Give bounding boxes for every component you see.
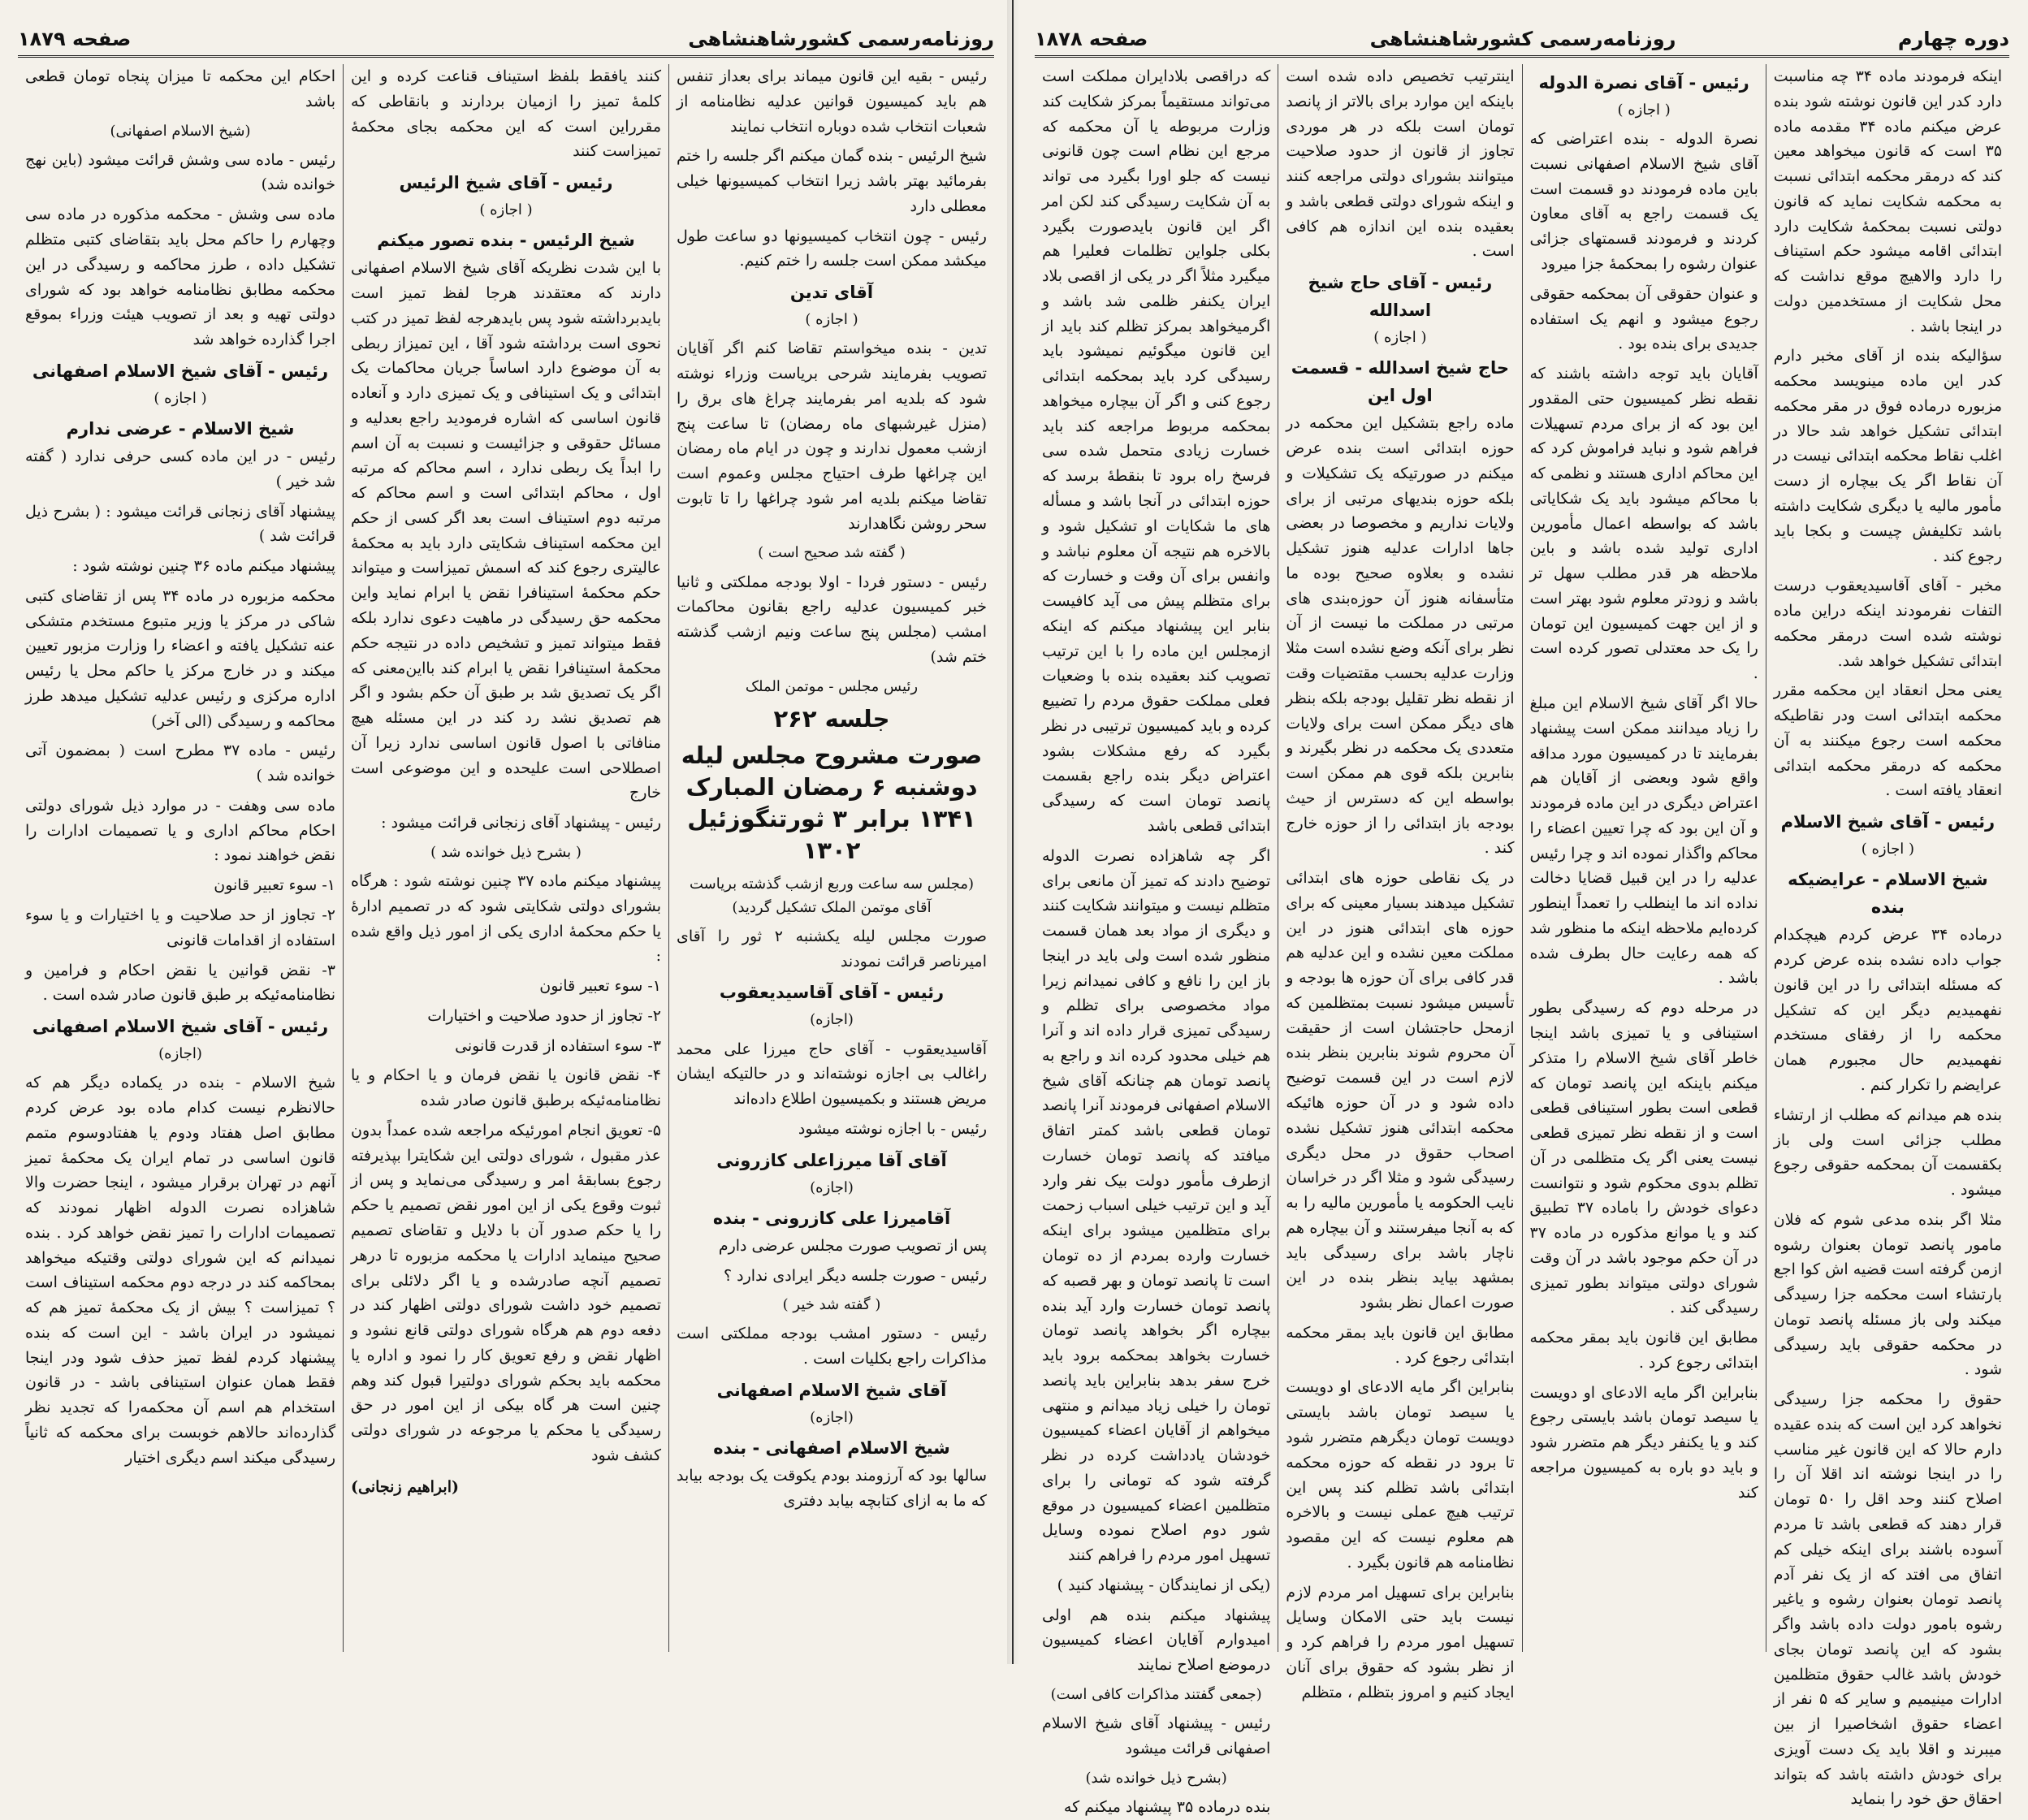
paragraph: بنابراین اگر مایه الادعای او دویست یا سیصد تومان باشد بایستی رجوع کند و یا یکنفر دیگر هم متضرر شود و باید دو باره به کمیسیون مراجعه کند (1529, 1383, 1758, 1502)
permission-note: ( اجازه ) (154, 389, 207, 407)
speaker-line: حاج شیخ اسدالله - قسمت اول این (1291, 358, 1510, 406)
speaker-line: رئیس - آقای شیخ الاسلام اصفهانی (32, 1017, 329, 1037)
speaker-line: شیخ الرئیس - بنده تصور میکنم (377, 231, 635, 251)
paragraph: نصرة الدوله - بنده اعتراضی که آقای شیخ الاسلام اصفهانی نسبت باین ماده فرمودند دو قسمت است یک قسمت راجع به آقای معاون کردند و فرمودند قسمتهای جزائی عنوان رشوه را بمحکمهٔ جزا میرود (1529, 130, 1758, 273)
paragraph: ماده سی وشش - محکمه مذکوره در ماده سی وچهارم را حاکم محل باید بتقاضای کتبی متظلم تشکیل داده ، طرز محاکمه و رسیدگی در این محکمه مطابق نظامنامه خواهد بود که شورای دولتی تهیه و بعد از تصویب هیئت وزراء بموقع اجرا گذارده خواهد شد (25, 205, 335, 349)
paragraph: اینترتیب تخصیص داده شده است باینکه این موارد برای بالاتر از پانصد تومان است بلکه در هر موردی تجاوز از قانون از حدود صلاحیت میتوانند بشورای دولتی مراجعه کنند و اینکه شورای دولتی قطعی باشد و بعقیده بنده این اندازه هم کافی است . (1286, 67, 1515, 261)
right-page (1014, 0, 2027, 1816)
right-page-number: صفحه ۱۸۷۸ (1035, 28, 1148, 50)
paragraph: صورت مجلس لیله یکشنبه ۲ ثور را آقای امیرناصر قرائت نمودند (677, 927, 988, 971)
paragraph: بنابراین اگر مایه الادعای او دویست یا سیصد تومان باشد بایستی دویست تومان دیگرهم متضرر شود تا برود در نقطه که حوزه محکمه ابتدائی باشد تظلم کند پس این ترتیب هیچ عملی نیست و بالاخره هم معلوم نیست که این مقصود نظامنامه هم قانون بگیرد . (1286, 1378, 1515, 1571)
left-page-title: روزنامه‌رسمی کشورشاهنشاهی (688, 28, 994, 50)
paragraph: حقوق را محکمه جزا رسیدگی نخواهد کرد این است که بنده عقیده دارم حالا که این قانون غیر مناسب را در اینجا نوشته اند اقلا آن را اصلاح کنند وحد اقل را ۵۰ تومان قرار دهند که قطعی باشد تا مردم آسوده باشند برای اینکه خیلی کم اتفاق می افتد که از یک نفر آدم پانصد تومان بعنوان رشوه و یاغیر رشوه بامور دولت داده باشد واگر بشود که این پانصد تومان بجای خودش باشد غالب حقوق متظلمین ادارات مینیمیم و سایر که ۵ نفر از اعضاء حقوق اشخاصیرا از بین میبرند و اقلا باید یک دست آویزی برای خودش داشته باشد که بتواند احقاق حق خود را بنماید (1773, 1390, 2003, 1809)
right-page-column (1766, 64, 2009, 1809)
left-page-column (18, 64, 344, 1652)
paragraph: رئیس - ماده سی وشش قرائت میشود (باین نهج خوانده شد) (25, 150, 335, 194)
editorial-note: (جمعی گفتند مذاکرات کافی است) (1050, 1686, 1262, 1703)
paragraph: ماده سی وهفت - در موارد ذیل شورای دولتی احکام محاکم اداری و یا تصمیمات ادارات را نقض خواهند نمود : (25, 796, 335, 865)
paragraph: شیخ الرئیس - بنده گمان میکنم اگر جلسه را ختم بفرمائید بهتر باشد زیرا انتخاب کمیسیونها خیلی معطلی دارد (677, 147, 987, 215)
right-page-columns (1035, 64, 2009, 1816)
editorial-note: ( بشرح ذیل خوانده شد ) (430, 843, 582, 861)
permission-note: (اجازه) (810, 1178, 854, 1196)
speaker-line: رئیس - آقای شیخ الرئیس (399, 173, 613, 193)
paragraph: آقاسیدیعقوب - آقای حاج میرزا علی محمد راغالب بی اجازه نوشته‌اند و در حالتیکه ایشان مریض هستند و بکمیسیون اطلاع داده‌اند (677, 1040, 987, 1109)
editorial-note: (بشرح ذیل خوانده شد) (1085, 1769, 1227, 1787)
right-page-column (1523, 64, 1766, 1652)
right-page-column (1035, 64, 1278, 1816)
paragraph: محکمه مزبوره در ماده ۳۴ پس از تقاضای کتبی شاکی در مرکز یا وزیر متبوع مستخدم متشکی عنه تشکیل یافته و اعضاء را وزارت مزبور تعیین میکند و در خارج مرکز یا حاکم محل یا رئیس اداره مرکزی و رئیس عدلیه تشکیل میدهد طرز محاکمه و رسیدگی (الی آخر) (25, 586, 335, 730)
signature: (ابراهیم زنجانی) (351, 1477, 459, 1496)
editorial-note: رئیس مجلس - موتمن الملک (745, 677, 919, 695)
permission-note: ( اجازه ) (1861, 841, 1914, 858)
permission-note: (اجازه) (810, 1011, 854, 1029)
paragraph: رئیس - در این ماده کسی حرفی ندارد ( گفته شد خیر ) (25, 447, 335, 491)
paragraph: پیشنهاد میکنم ماده ۳۶ چنین نوشته شود : (72, 557, 335, 576)
permission-note: (اجازه) (810, 1409, 854, 1426)
right-page-title: روزنامه‌رسمی کشورشاهنشاهی (1369, 28, 1676, 50)
paragraph: شیخ الاسلام - بنده در یکماده دیگر هم که حالانظرم نیست کدام ماده بود عرض کردم مطابق اصل هفتاد ودوم یا هفتادوسوم متمم قانون اساسی در تمام ایران یک محکمهٔ تمیز آنهم در تهران برقرار میشود ، اینجا حضرت والا شاهزاده نصرت الدوله اظهار نمودند که تصمیمات ادارات را تمیز نقض خواهد کرد . بنده نمیدانم که این شورای دولتی وقتیکه میخواهد بمحاکمه کند در درجه دوم محکمه استیناف است ؟ تمیزاست ؟ بیش از یک محکمهٔ تمیز هم که نمیشود در ایران باشد - این است که بنده پیشنهاد کردم لفظ تمیز حذف شود ودر اینجا فقط همان عنوان استینافی باشد - در قانون استخدام هم اسم آن محکمه‌را که تجدید نظر گذارده‌اند حالاهم خوبست برای محکمه که ثانیاً رسیدگی میکند اسم دیگری اختیار (25, 1074, 335, 1467)
paragraph: احکام این محکمه تا میزان پنجاه تومان قطعی باشد (25, 67, 335, 110)
left-page-columns (18, 64, 994, 1652)
paragraph: و عنوان حقوقی آن بمحکمه حقوقی رجوع میشود و انهم یک استفاده جدیدی برای بنده بود . (1529, 284, 1758, 353)
left-page-column (344, 64, 669, 1652)
left-page-header (18, 23, 994, 58)
paragraph: که دراقصی بلادایران مملکت است می‌تواند مستقیماً بمرکز شکایت کند وزارت مربوطه یا آن محکمه که مرجع این نظام است چون قانونی نیست که جلو اورا بگیرد می تواند به آن شکایت رسیدگی کند لکن امر اگر این قانون بایدصورت بگیرد بکلی جلواین تظلمات فعلیرا هم میگیرد مثلاً اگر در یکی از اقصی بلاد ایران یکنفر ظلمی شد باشد و اگرمیخواهد بمرکز تظلم کند باید از این قانون میگوئیم نمیشود باید رسیدگی کرد باید بمحکمه ابتدائی رجوع کنی و اگر آن بیچاره میخواهد بمحکمه مربوط مراجعه کند باید خسارت زیادی متحمل شده سی فرسخ راه برود تا بنقطهٔ برسد که حوزه ابتدائی در آنجا باشد و مسأله های ما شکایات او تشکیل شود و بالاخره هم نتیجه آن معلوم نباشد و وانفس برای آن وقت و خسارت که برای متظلم پیش می آید کافیست بنابر این پیشنهاد میکنم که اینکه ازمجلس این ماده را با این ترتیب تصویب کند بعقیده بنده با وضعیات فعلی مملکت حقوق مردم را تضییع کرده و باید کمیسیون ترتیبی در نظر بگیرد که رفع مشکلات بشود اعتراض دیگر بنده راجع بقسمت پانصد تومان است که رسیدگی ابتدائی قطعی باشد (1042, 67, 1271, 835)
session-heading: جلسه ۲۶۲ (773, 704, 890, 733)
permission-note: ( اجازه ) (805, 311, 858, 329)
paragraph: ماده راجع بتشکیل این محکمه در حوزه ابتدائی است بنده عرض میکنم در صورتیکه یک تشکیلات و بلکه حوزه بندیهای مرتبی از برای ولایات نداریم و مخصوصا در بعضی جاها ادارات عدلیه هنوز تشکیل نشده و بعلاوه صحیح بوده ما متأسفانه هنوز آن حوزه‌بندی های مرتبی در مملکت ما نیست از آن نظر برای آنکه وضع نشده است مثلا وزارت عدلیه بحسب مقتضیات وقت از نقطه نظر تقلیل بودجه بلکه بنظر های دیگر ممکن است برای ولایات متعددی یک محکمه در نظر بگیرند و بنابرین بلکه قوی هم ممکن است بواسطه این که دسترس از حیث بودجه باز ابتدائی را از حوزه خارج کند . (1286, 414, 1515, 858)
paragraph: تدین - بنده میخواستم تقاضا کنم اگر آقایان تصویب بفرمایند شرحی بریاست وزراء نوشته شود که بلدیه امر بفرمایند چراغ های برق را (منزل غیرشبهای ماه رمضان) تا ساعت پنج ازشب معمول ندارند و چون در ایام ماه رمضان این چراغها طرف احتیاج مجلس وعموم است تقاضا میکنم بلدیه امر شود چراغها را تا تابوت سحر روشن نگاهدارند (677, 339, 987, 533)
paragraph: بنابراین برای تسهیل امر مردم لازم نیست باید حتی الامکان وسایل تسهیل امور مردم را فراهم کرد و از نظر بشود که حقوق برای آنان ایجاد کنیم و امروز بتظلم ، متظلم (1286, 1583, 1515, 1701)
editorial-note: ( گفته شد صحیح است ) (758, 544, 906, 562)
paragraph: رئیس - بقیه این قانون میماند برای بعداز تنفس هم باید کمیسیون قوانین عدلیه نظامنامه از شعبات انتخاب شده دوباره انتخاب نمایند (677, 67, 987, 136)
paragraph: رئیس - پیشنهاد آقای زنجانی قرائت میشود : (381, 814, 661, 832)
paragraph: بنده درماده ۳۵ پیشنهاد میکنم که (1063, 1797, 1271, 1816)
paragraph: پیشنهاد میکنم بنده هم اولی امیدوارم آقایان اعضاء کمیسیون درموضع اصلاح نمایند (1042, 1606, 1271, 1675)
permission-note: ( اجازه ) (479, 201, 533, 219)
paragraph: رئیس - پیشنهاد آقای شیخ الاسلام اصفهانی قرائت میشود (1042, 1714, 1271, 1757)
left-page-column (669, 64, 994, 1652)
paragraph: رئیس - ماده ۳۷ مطرح است ( بمضمون آتی خوانده شد ) (25, 741, 336, 785)
paragraph: یعنی محل انعقاد این محکمه مقرر محکمه ابتدائی است ودر نقاطیکه محکمه است رجوع میکنند به آن محکمه که درمقر محکمه ابتدائی انعقاد یافته است . (1773, 681, 2002, 800)
speaker-line: رئیس - آقای نصرة الدوله (1538, 73, 1749, 93)
paragraph: پیشنهاد آقای زنجانی قرائت میشود : ( بشرح ذیل قرائت شد ) (25, 502, 335, 546)
speaker-line: رئیس - آقای شیخ الاسلام (1780, 812, 1996, 832)
paragraph: اگر چه شاهزاده نصرت الدوله توضیح دادند که تمیز آن مانعی برای متظلم نیست و میتوانند شکایت کنند و دیگری از مواد بعد همان قسمت منظور شده است ولی باید در اینجا باز این را نافع و کافی نمیدانم زیرا مواد مخصوصی برای تظلم و رسیدگی تمیزی قرار داده اند و آنرا هم خیلی محدود کرده اند و راجع به پانصد تومان هم چنانکه آقای شیخ الاسلام اصفهانی فرمودند آنرا پانصد تومان قطعی باشد کمتر اتفاق میافتد که پانصد تومان خسارت ازطرف مأمور دولت بیک نفر وارد آید و این ترتیب خیلی اسباب زحمت برای متظلمین میشود برای اینکه خسارت وارده بمردم از ده تومان است تا پانصد تومان و بهر قصبه که پانصد تومان خسارت وارد آید بنده بیچاره اگر بخواهد پانصد تومان خسارت بخواهد بمحکمه برود باید خرج سفر بدهد بنابراین باید پانصد تومان را خیلی زیاد میدانم و منتهی میخواهم از آقایان اعضاء کمیسیون خودشان یادداشت کرده در نظر گرفته شود که تومانی را برای متظلمین اعضاء کمیسیون در موقع شور دوم اصلاح نموده وسایل تسهیل امور مردم را فراهم کنند (1042, 846, 1271, 1565)
paragraph: مطابق این قانون باید بمقر محکمه ابتدائی رجوع کرد . (1529, 1329, 1758, 1372)
paragraph: رئیس - دستور امشب بودجه مملکتی است مذاکرات راجع بکلیات است . (677, 1325, 987, 1368)
paragraph: کنند یافقط بلفظ استیناف قناعت کرده و این کلمهٔ تمیز را ازمیان بردارند و بانقاطی که مقرراین است که این محکمه بجای محکمهٔ تمیزاست کنند (351, 67, 661, 161)
paragraph: مطابق این قانون باید بمقر محکمه ابتدائی رجوع کرد . (1286, 1323, 1515, 1367)
paragraph: ۲- تجاوز از حد صلاحیت و یا اختیارات و یا سوء استفاده از اقدامات قانونی (25, 906, 335, 949)
paragraph: رئیس - چون انتخاب کمیسیونها دو ساعت طول میکشد ممکن است جلسه را ختم کنیم. (677, 227, 987, 270)
permission-note: (اجازه) (158, 1045, 202, 1063)
paragraph: رئیس - صورت جلسه دیگر ایرادی ندارد ؟ (724, 1266, 987, 1285)
paragraph: رئیس - با اجازه نوشته میشود (798, 1119, 987, 1138)
editorial-note: (شیخ الاسلام اصفهانی) (110, 122, 251, 140)
left-page (0, 0, 1014, 1664)
paragraph: (یکی از نمایندگان - پیشنهاد کنید ) (1057, 1576, 1271, 1594)
paragraph: ۱- سوء تعبیر قانون (214, 876, 335, 895)
paragraph: در مرحله دوم که رسیدگی بطور استینافی و یا تمیزی باشد اینجا خاطر آقای شیخ الاسلام را متذکر میکنم باینکه این پانصد تومان که قطعی است بطور استینافی قطعی است و از نقطه نظر تمیزی قطعی نیست یعنی اگر یک متظلمی در آن تظلم بدوی محکوم شود و نتوانست دعوای خودش را باماده ۳۷ تطبیق کند و یا موانع مذکوره در ماده ۳۷ در آن حکم موجود باشد در آن وقت شورای دولتی میتواند بطور تمیزی رسیدگی کند . (1529, 999, 1758, 1317)
speaker-line: رئیس - آقای شیخ الاسلام اصفهانی (32, 361, 329, 381)
paragraph: سالها بود که آرزومند بودم یکوقت یک بودجه بیابد که ما به ازای کتابچه بیابد دفتری (677, 1467, 987, 1510)
paragraph: مخبر - آقای آقاسیدیعقوب درست التفات نفرمودند اینکه دراین ماده نوشته شده است درمقر محکمه ابتدائی تشکیل خواهد شد. (1773, 577, 2002, 670)
paragraph: پس از تصویب صورت مجلس عرضی دارم (718, 1236, 987, 1255)
speaker-line: شیخ الاسلام - عرضی ندارم (66, 418, 295, 439)
session-heading: صورت مشروح مجلس لیله دوشنبه ۶ رمضان المبارک ۱۳۴۱ برابر ۳ ثورتنگوزئیل ۱۳۰۲ (681, 741, 983, 865)
permission-note: ( اجازه ) (1617, 102, 1671, 119)
paragraph: مثلا اگر بنده مدعی شوم که فلان مامور پانصد تومان بعنوان رشوه ازمن گرفته است قضیه اش کوا اجع بارتشاء است محکمه جزا رسیدگی میکند ولی باز مسئله پانصد تومان در محکمه حقوقی باید رسیدگی شود . (1773, 1210, 2002, 1379)
speaker-line: آقای آقا میرزاعلی کازرونی (716, 1150, 947, 1170)
editorial-note: ( گفته شد خیر ) (782, 1296, 881, 1314)
permission-note: ( اجازه ) (1373, 329, 1427, 347)
speaker-line: آقای تدین (789, 283, 874, 303)
paragraph: ۱- سوء تعبیر قانون (539, 977, 661, 996)
paragraph: حالا اگر آقای شیخ الاسلام این مبلغ را زیاد میدانند ممکن است پیشنهاد بفرمایند تا در کمیسیون مورد مداقه واقع شود وبعضی از آقایان هم اعتراض دیگری در این ماده فرمودند و آن این بود که چرا تعیین اعضاء را محاکم واگذار نموده اند و چرا رئیس عدلیه را در این قبیل قضایا دخالت نداده اند ما اینطلب را تعمداً اینطور کرده‌ایم ملاحظه اینکه ما منظور شد که همه رعایت حال بطرف شده باشد . (1529, 694, 1758, 988)
speaker-line: شیخ الاسلام اصفهانی - بنده (713, 1438, 950, 1459)
paragraph: پیشنهاد میکنم ماده ۳۷ چنین نوشته شود : هرگاه بشورای دولتی شکایتی شود که در تصمیم ادارهٔ یا حکم محکمهٔ اداری یکی از امور ذیل واقع شده : (351, 872, 661, 966)
paragraph: رئیس - دستور فردا - اولا بودجه مملکتی و ثانیا خبر کمیسیون عدلیه راجع بقانون محاکمات امشب (مجلس پنج ساعت ونیم ازشب گذشته ختم شد) (677, 573, 987, 666)
paragraph: ۵- تعویق انجام امورئیکه مراجعه شده عمداً بدون عذر مقبول ، شورای دولتی این شکایترا بپذیرفته رجوع بسابقهٔ امر و رسیدگی می‌نماید و پس از ثبوت وقوع یکی از این امور نقض تصمیم یا حکم را یا حکم صدور آن با دلایل و تقاضای تصمیم صحیح مینماید ادارات یا محکمه مزبوره تا درهر تصمیم آنچه صادرشده و یا اگر دلائلی برای تصمیم خود داشت شورای دولتی اظهار کند در دفعه دوم هم هرگاه شورای دولتی قانع نشود و اظهار نقض و رفع تعویق کار را نمود و اداره یا محکمه باید بحکم شورای دولتیرا قبول کند وهم چنین است هر گاه بیکی از این امور در حق رسیدگی یا محکم یا مرجوعه در شورای دولتی کشف شود (351, 1121, 661, 1464)
paragraph: ۳- سوء استفاده از قدرت قانونی (455, 1036, 661, 1055)
paragraph: ۲- تجاوز از حدود صلاحیت و اختیارات (427, 1006, 661, 1025)
paragraph: آقایان باید توجه داشته باشند که نقطه نظر کمیسیون حتی المقدور این بود که از برای مردم تسهیلات فراهم شود و نباید فراموش کرد که این محاکم اداری هستند و نظمی که با محاکم میشود باید یک شکایاتی باشد که بواسطه اعمال مأمورین اداری تولید شده باشد و باین ملاحظه هر قدر مطلب سهل تر باشد و زودتر معلوم شود بهتر است و از این جهت کمیسیون این تومان را یک حد معتدلی تصور کرده است . (1529, 365, 1758, 683)
speaker-line: شیخ الاسلام - عرایضیکه بنده (1788, 870, 1988, 918)
editorial-note: (مجلس سه ساعت وربع ازشب گذشته بریاست آقای موتمن الملک تشکیل گردید) (689, 875, 975, 916)
paragraph: ۴- نقض قانون یا نقض فرمان و یا احکام و یا نظامنامه‌ئیکه برطبق قانون صادر شده (351, 1066, 661, 1110)
right-page-header (1035, 23, 2009, 58)
paragraph: ۳- نقض قوانین یا نقض احکام و فرامین و نظامنامه‌ئیکه بر طبق قانون صادر شده است . (25, 961, 335, 1005)
speaker-line: رئیس - آقای آقاسیدیعقوب (719, 983, 945, 1003)
paragraph: بنده هم میدانم که مطلب از ارتشاء مطلب جزائی است ولی باز بکقسمت آن بمحکمه حقوقی رجوع میشود . (1773, 1105, 2002, 1200)
right-page-session: دوره چهارم (1897, 28, 2009, 50)
speaker-line: آقامیرزا علی کازرونی - بنده (712, 1208, 951, 1228)
paragraph: درماده ۳۴ عرض کردم هیچکدام جواب داده نشده بنده عرض کردم که مسئله ابتدائی را در این قانون نفهمیدیم دیگر این که تشکیل محکمه را از رفقای مستخدم نفهمیدیم حال مجبورم همان عرایضم را تکرار کنم . (1773, 926, 2002, 1094)
paragraph: در یک نقاطی حوزه های ابتدائی تشکیل میدهند بسیار معینی که برای حوزه های ابتدائی هنوز در این مملکت معین نشده و این عدلیه هم قدر کافی برای آن حوزه ها بودجه و تأسیس میشود نسبت بمتظلمین که ازمحل حاجتشان است از حقیقت آن محروم شوند بنابرین بنظر بنده لازم است در این قسمت توضیح داده شود و در آن حوزه هائیکه محکمه ابتدائی هنوز تشکیل نشده اصحاب حقوق در محل دیگری رسیدگی شود و مثلا اگر در خراسان نایب الحکومه یا مأمورین مالیه را به که به آنجا میفرستند و آن بیچاره هم ناچار باشد برای رسیدگی باید بمشهد بیاید بنظر بنده در این صورت اعمال نظر بشود (1286, 869, 1515, 1312)
paragraph: سؤالیکه بنده از آقای مخبر دارم کدر این ماده مینویسد محکمه مزبوره درماده فوق در مقر محکمه ابتدائی تشکیل خواهد شد حالا در اغلب نقاط محکمه ابتدائی نیست در آن نقاط اگر یک بیچاره از دست مأمور مالیه یا دیگری شکایت داشته باشد تکلیفش چیست و بکجا باید رجوع کند . (1773, 347, 2002, 565)
speaker-line: آقای شیخ الاسلام اصفهانی (716, 1380, 947, 1400)
paragraph: اینکه فرمودند ماده ۳۴ چه مناسبت دارد کدر این قانون نوشته شود بنده عرض میکنم ماده ۳۴ مقدمه ماده ۳۵ است که قانون میخواهد معین کند که درمقر محکمه ابتدائی نسبت به محکمه شکایت نماید که قانون دولتی نسبت بمحکمهٔ شکایت دارد ابتدائی اقامه میشود حکم استیناف را دارد والاهیچ موقع نداشت که محل شکایت از مستخدمین دولت در اینجا باشد . (1773, 67, 2002, 335)
right-page-column (1278, 64, 1522, 1701)
left-page-number: صفحه ۱۸۷۹ (18, 28, 132, 50)
paragraph: با این شدت نظریکه آقای شیخ الاسلام اصفهانی دارند که معتقدند هرجا لفظ تمیز است بایدبرداشته شود پس بایدهرجه لفظ تمیز در کتب نحوی است برداشته شود آقا ، این تمیزاز ربطی به آن موضوع دارد اساساً جریان محاکمات یک ابتدائی و یک استینافی و یک تمیزی دارد و آنعاده قانون اساسی که اشاره فرمودید راجع بعدلیه و مسائل حقوقی و جزائیست و نسبت به آن اسم را ابداً یک ربطی ندارد ، اسم محاکم که مرتبه اول ، محاکم ابتدائی است و اسم محاکم که مرتبه دوم استیناف است بعد اگر کسی از حکم این محکمه استیناف شکایتی دارد باید به محکمهٔ عالیتری رجوع کند که اسمش تمیزاست و میتواند حکم محکمهٔ استینافرا نقض یا ابرام نماید واین محکمه حق رسیدگی در ماهیت دعوی ندارد بلکه فقط میتواند تمیز و تشخیص داده در نتیجه حکم محکمهٔ استینافرا نقض یا ابرام کند بااین‌معنی که اگر یک تصدیق شد بر طبق آن حکم بشود و اگر هم تصدیق نشد رد کند در این مسئله هیچ منافاتی با اصول قانون اساسی ندارد زیرا آن اصطلاحی است علیحده و این موضوعی است خارج (351, 259, 661, 802)
speaker-line: رئیس - آقای حاج شیخ اسدالله (1308, 273, 1493, 321)
